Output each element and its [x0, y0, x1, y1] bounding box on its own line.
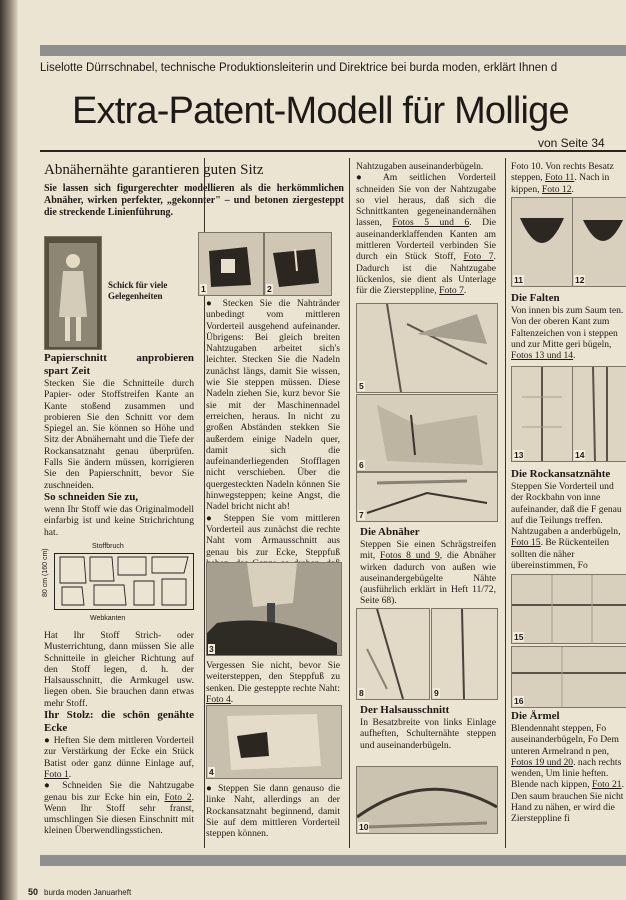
- paragraph-stecken: ● Stecken Sie die Nahtränder unbedingt vom mittleren Vorderteil ausgehend aufeinander. Übrigens: Bei gleich breiten Nahtzugaben arbeitet sich's leichter. Stecken Sie die Nadeln zunächst längs, damit Sie wissen, wie Sie steppen müssen. Diese Nadeln ziehen Sie, kurz bevor Sie sie mit der Maschinennadel erreichen, heraus. In nicht zu großen Abständen stekken Sie außerdem einige Nadeln quer, damit sich die aufeinanderliegenden Stofflagen nicht verschieben. Über die quergesteckten Nadeln können Sie hinwegsteppen; keine Angst, die Nadel bricht nicht ab!: [206, 298, 340, 513]
- title-rule: [40, 150, 626, 152]
- section-headline: Abnähernähte garantieren guten Sitz: [44, 162, 264, 178]
- footer-text: burda moden Januarheft: [44, 888, 132, 897]
- paragraph-seitliches-vorderteil: ● Am seitlichen Vorderteil schneiden Sie von der Nahtzugabe so viel heraus, daß sich die Schnittkanten gegeneinandernähen lassen, Fotos 5 und 6. Die auseinanderklaffenden Kanten am mittleren Vorderteil verbinden Sie durch ein Stück Stoff, Foto 7. Dadurch ist die Nahtzugabe lückenlos, sie dient als Unterlage für die Ziersteppline, Foto 7.: [356, 172, 496, 297]
- paragraph-halsausschnitt: In Besatzbreite von links Einlage aufheften, Schulternähte steppen und auseinanderbügeln.: [360, 717, 496, 751]
- photo-7: 7: [356, 472, 498, 522]
- paragraph-besatz: Foto 10. Von rechts Besatz steppen, Foto 11. Nach in kippen, Foto 12.: [511, 161, 614, 195]
- page-footer: [28, 887, 131, 897]
- photo-16: 16: [511, 646, 626, 708]
- ref-foto-2: Foto 2: [164, 791, 192, 803]
- col1-text-a: [44, 352, 194, 538]
- paragraph-ecke-1: ● Heften Sie dem mittleren Vorderteil zur Verstärkung der Ecke ein Stück Batist oder ganz dünne Einlage auf, Foto 1.: [44, 735, 194, 780]
- paragraph-papierschnitt: Stecken Sie die Schnitteile durch Papier- oder Stoffstreifen Kante an Kante stoßend zusammen und probieren Sie den Schnitt vor dem Spiegel an. Sie können so Höhe und Sitz der Abnähernaht und die Tiefe der Rockansatznaht genau überprüfen. Falls Sie ändern müssen, korrigieren Sie den Papierschnitt, bevor Sie zuschneiden.: [44, 378, 194, 491]
- heading-rockansatz: Die Rockansatznähte: [511, 468, 611, 480]
- photo-9: 9: [431, 608, 498, 700]
- ref-foto-15: Foto 15: [511, 537, 541, 549]
- model-photo: [44, 236, 102, 350]
- ref-foto-21: Foto 21: [592, 779, 622, 791]
- continued-from: von Seite 34: [538, 136, 605, 150]
- column-divider: [349, 158, 350, 848]
- ref-foto-11: Foto 11: [545, 172, 575, 184]
- photo-11: 11: [511, 197, 573, 287]
- ref-foto-4: Foto 4: [206, 693, 231, 705]
- col2-text-b: [206, 660, 340, 705]
- photo-6: 6: [356, 394, 498, 472]
- heading-aermel: Die Ärmel: [511, 710, 560, 722]
- top-grey-band: [40, 45, 626, 56]
- diagram-top-label: Stoffbruch: [92, 543, 124, 550]
- paragraph-abnaeher: Steppen Sie einen Schrägstreifen mit, Fotos 8 und 9, die Abnäher wirken dadurch von außen wie auseinandergebügelte Nähte (ausführlich erklärt in Heft 11/72, Seite 68).: [360, 539, 497, 607]
- ref-foto-7b: Foto 7: [439, 285, 464, 297]
- paragraph-steppen: ● Steppen Sie vom mittleren Vorderteil aus zunächst die rechte Naht vom Armausschnitt aus genau bis zur Ecke, Steppfuß: [206, 513, 340, 592]
- ref-fotos-13-14: Fotos 13 und 14: [511, 350, 574, 362]
- col1-text-b: [44, 630, 194, 837]
- bottom-grey-band: [40, 855, 626, 866]
- heading-zuschneiden: So schneiden Sie zu,: [44, 490, 139, 503]
- col3-text-c: [360, 704, 496, 751]
- ref-foto-7: Foto 7: [463, 251, 494, 263]
- paragraph-strichrichtung: Hat Ihr Stoff Strich- oder Musterrichtung, dann müssen Sie alle Schnitteile in gleicher Richtung auf den Stoff legen, d. h. der Halsausschnitt, die Armkugel usw. liegen oben. Sie brauchen dann etwas mehr Stoff.: [44, 630, 194, 709]
- heading-papierschnitt: Papierschnitt anprobieren spart Zeit: [44, 352, 194, 377]
- heading-falten: Die Falten: [511, 292, 560, 304]
- paragraph-zuschneiden: wenn Ihr Stoff wie das Originalmodell einfarbig ist und keine Strichrichtung hat.: [44, 503, 194, 538]
- col4-text-c: [511, 468, 626, 571]
- col3-text-a: [356, 161, 496, 297]
- heading-ecke: Ihr Stolz: die schön genähte Ecke: [44, 709, 194, 735]
- cutting-layout-diagram: [44, 543, 194, 623]
- photo-10: 10: [356, 766, 498, 834]
- col2-text-c: ● Steppen Sie dann genauso die linke Naht, allerdings an der Rockansatznaht beginnend, damit Sie auf dem mittleren Vorderteil steppen können.: [206, 783, 340, 840]
- photo-3: 3: [206, 562, 342, 656]
- diagram-side-label: 80 cm (160 cm): [42, 548, 49, 597]
- paragraph-steppfuss: Vergessen Sie nicht, bevor Sie weitersteppen, den Steppfuß zu senken. Die gesteppte rechte Naht: Foto 4.: [206, 660, 340, 705]
- lead-paragraph: Sie lassen sich figurgerechter modellieren als die herkömmlichen Abnäher, wirken perfekter, „gekonnter" – und betonen ziergesteppt die streckende Linienführung.: [44, 183, 344, 218]
- ref-foto-1: Foto 1: [44, 768, 69, 780]
- heading-halsausschnitt: Der Halsausschnitt: [360, 704, 450, 716]
- photo-caption: Schick für viele Gelegenheiten: [108, 280, 168, 301]
- page-number: 50: [28, 887, 39, 897]
- paragraph-rockansatz: Steppen Sie Vorderteil und der Rockbahn von inne aufeinander, daß die F genau auf die Teilungs treffen. Nahtzugaben a anderbügeln, Foto 15. Be Rückenteilen sollten die näher übereinstimmen, Fo: [511, 481, 622, 572]
- intro-line: Liselotte Dürrschnabel, technische Produktionsleiterin und Direktrice bei burda moden, erklärt Ihnen d: [40, 62, 558, 74]
- ref-fotos-19-20: Fotos 19 und 20: [511, 756, 574, 768]
- paragraph-aermel: Blendennaht steppen, Fo auseinanderbügeln, Fo Dem unteren Armelrand n pen, Fotos 19 und 20. nach rechts wenden, Um linie heften. Blende nach kippen, Foto 21. Den saum brauchen Sie nicht Hand zu nähen, er wird die Ziersteppline fi: [511, 723, 624, 825]
- photo-15: 15: [511, 574, 626, 644]
- paragraph-ecke-2: ● Schneiden Sie die Nahtzugabe genau bis zur Ecke hin ein, Foto 2. Wenn Ihr Stoff sehr franst, umschlingen Sie diesen Einschnitt mit kleinen Überwendlingsstichen.: [44, 780, 195, 837]
- photo-12: 12: [572, 197, 626, 287]
- page-title: Extra-Patent-Modell für Mollige: [72, 90, 569, 132]
- col4-text-b: [511, 292, 626, 361]
- col2-text-a: [206, 298, 340, 592]
- heading-abnaeher: Die Abnäher: [360, 526, 420, 538]
- photo-13: 13: [511, 366, 573, 462]
- photo-2: 2: [264, 232, 332, 296]
- ref-foto-12: Foto 12: [541, 183, 572, 195]
- page-binding-shadow: [0, 0, 18, 900]
- ref-fotos-5-6: Fotos 5 und 6: [392, 217, 470, 229]
- photo-4: 4: [206, 705, 342, 779]
- photo-1: 1: [198, 232, 264, 296]
- photo-5: 5: [356, 303, 498, 393]
- diagram-bottom-label: Webkanten: [90, 615, 126, 622]
- paragraph-auseinanderbuegeln: Nahtzugaben auseinanderbügeln.: [356, 161, 484, 172]
- col3-text-b: [360, 526, 496, 607]
- col4-text-d: [511, 710, 626, 825]
- ref-fotos-8-9: Fotos 8 und 9: [380, 550, 440, 562]
- paragraph-falten: Von innen bis zum Saum ten. Von der oberen Kant zum Faltenzeichen von i steppen und zur Mitte geri bügeln, Fotos 13 und 14.: [511, 305, 624, 362]
- photo-14: 14: [572, 366, 626, 462]
- col4-text-a: [511, 161, 626, 195]
- column-divider: [505, 158, 506, 848]
- photo-8: 8: [356, 608, 430, 700]
